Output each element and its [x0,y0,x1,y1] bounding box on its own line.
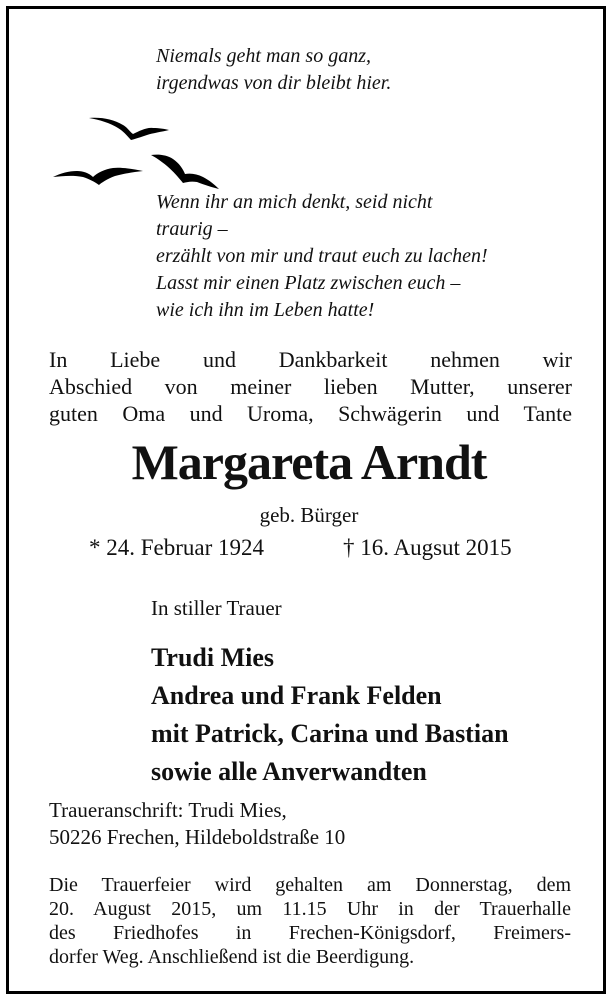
service-line: dorfer Weg. Anschließend ist die Beerdigung. [49,946,415,968]
intro-line: Abschied von meiner lieben Mutter, unserer [49,374,572,399]
birth-date: * 24. Februar 1924 [89,535,265,560]
funeral-service-info [49,873,571,969]
mourner-line: mit Patrick, Carina und Bastian [151,719,509,748]
poem-line: irgendwas von dir bleibt hier. [156,72,392,94]
birth-name: geb. Bürger [259,503,359,527]
deceased-name: Margareta Arndt [131,434,487,490]
address-line: 50226 Frechen, Hildeboldstraße 10 [49,825,346,849]
mourner-line: Andrea und Frank Felden [151,681,442,710]
poem-line: traurig – [156,218,228,240]
mourning-label: In stiller Trauer [151,596,282,620]
mourning-address [49,797,345,851]
mourner-line: sowie alle Anverwandten [151,757,427,786]
service-line: Die Trauerfeier wird gehalten am Donnerstag, dem [49,874,571,896]
poem-line: Lasst mir einen Platz zwischen euch – [156,272,461,294]
poem-verse-bottom [156,189,488,324]
poem-line: wie ich ihn im Leben hatte! [156,299,375,321]
address-line: Traueranschrift: Trudi Mies, [49,798,287,822]
poem-line: Wenn ihr an mich denkt, seid nicht [156,191,433,213]
bird-icon [89,118,169,140]
poem-line: erzählt von mir und traut euch zu lachen! [156,245,488,267]
service-line: des Friedhofes in Frechen-Königsdorf, Freimers- [49,922,571,944]
intro-line: guten Oma und Uroma, Schwägerin und Tante [49,401,572,426]
poem-line: Niemals geht man so ganz, [156,45,371,67]
bird-icon [151,155,219,189]
mourner-line: Trudi Mies [151,643,275,672]
obituary-notice [6,6,606,994]
mourners-list [151,639,509,791]
service-line: 20. August 2015, um 11.15 Uhr in der Trauerhalle [49,898,571,920]
farewell-intro [49,346,572,427]
death-date: † 16. Augsut 2015 [343,535,512,560]
flying-birds-icon [47,109,227,199]
poem-verse-top [156,43,391,97]
intro-line: In Liebe und Dankbarkeit nehmen wir [49,347,572,372]
bird-icon [53,168,143,185]
